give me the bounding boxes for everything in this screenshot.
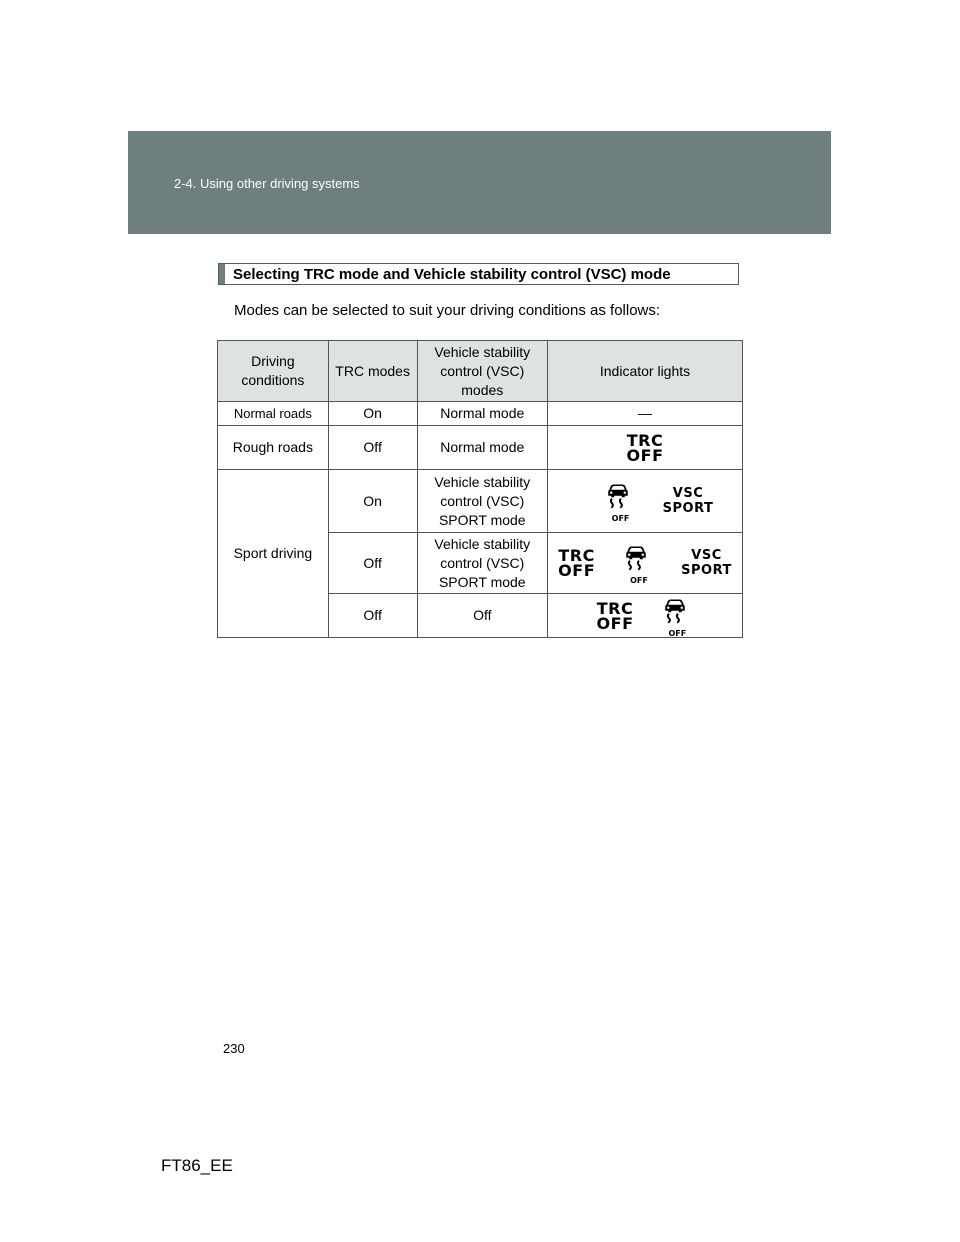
- cell-trc: On: [328, 402, 417, 426]
- header-driving-conditions: Driving conditions: [218, 341, 329, 402]
- cell-indicator: [548, 426, 743, 470]
- cell-condition: Normal roads: [218, 402, 329, 426]
- cell-vsc: Normal mode: [417, 426, 548, 470]
- skid-off-icon: OFF: [621, 545, 655, 581]
- table-row: [218, 470, 743, 533]
- section-title-box: [218, 263, 739, 285]
- section-title-marker: [219, 264, 225, 284]
- section-breadcrumb: 2-4. Using other driving systems: [174, 176, 360, 191]
- table-row: [218, 426, 743, 470]
- trc-off-icon: TRC OFF: [596, 598, 634, 633]
- cell-indicator: —: [548, 402, 743, 426]
- skid-off-icon: OFF: [660, 598, 694, 634]
- skid-off-icon: OFF: [603, 483, 637, 519]
- cell-indicator: [548, 594, 743, 638]
- header-vsc-modes: Vehicle stability control (VSC) modes: [417, 341, 548, 402]
- modes-table: [217, 340, 743, 638]
- vsc-sport-icon: VSC SPORT: [662, 486, 714, 516]
- cell-indicator: [548, 470, 743, 533]
- document-code: FT86_EE: [161, 1156, 233, 1175]
- cell-vsc: Off: [417, 594, 548, 638]
- cell-vsc: Vehicle stability control (VSC) SPORT mode: [417, 470, 548, 533]
- trc-off-icon: TRC OFF: [558, 546, 596, 580]
- trc-off-icon: TRC OFF: [626, 430, 664, 465]
- cell-condition: Sport driving: [218, 470, 329, 638]
- cell-condition: Rough roads: [218, 426, 329, 470]
- cell-trc: Off: [328, 426, 417, 470]
- table-row: [218, 402, 743, 426]
- table-header-row: [218, 341, 743, 402]
- cell-trc: On: [328, 470, 417, 533]
- cell-indicator: [548, 533, 743, 594]
- intro-text: Modes can be selected to suit your driving conditions as follows:: [234, 302, 661, 319]
- header-trc-modes: TRC modes: [328, 341, 417, 402]
- header-indicator-lights: Indicator lights: [548, 341, 743, 402]
- vsc-sport-icon: VSC SPORT: [681, 548, 732, 578]
- page-number: 230: [223, 1041, 245, 1056]
- section-title: Selecting TRC mode and Vehicle stability control (VSC) mode: [233, 266, 671, 283]
- cell-trc: Off: [328, 533, 417, 594]
- cell-trc: Off: [328, 594, 417, 638]
- cell-vsc: Vehicle stability control (VSC) SPORT mode: [417, 533, 548, 594]
- cell-vsc: Normal mode: [417, 402, 548, 426]
